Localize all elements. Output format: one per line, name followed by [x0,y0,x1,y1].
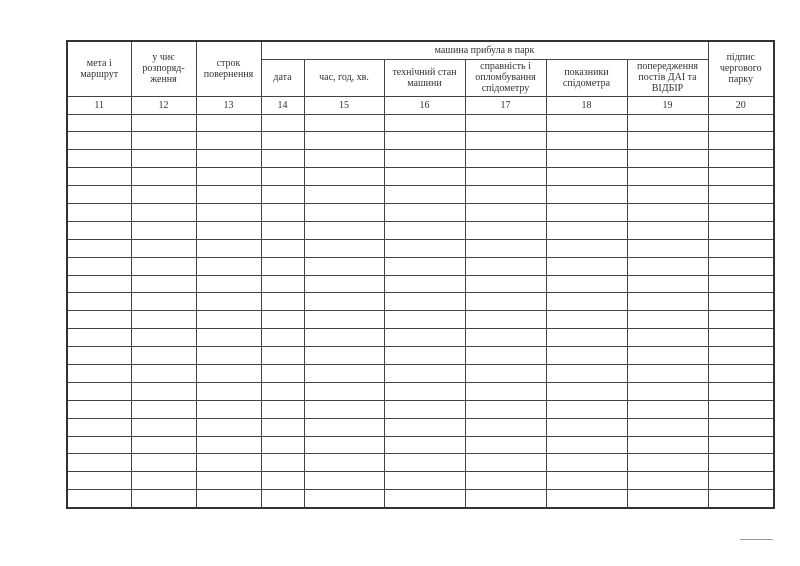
table-cell [67,400,131,418]
table-cell [196,150,261,168]
table-cell [261,436,304,454]
header-time: час, год, хв. [304,59,384,96]
table-cell [384,150,465,168]
table-cell [384,472,465,490]
table-cell [131,347,196,365]
table-cell [546,186,627,204]
table-cell [261,347,304,365]
table-cell [546,490,627,508]
table-cell [627,221,708,239]
table-cell [546,168,627,186]
header-speedometer-seal: справність і опломбування спідометру [465,59,546,96]
table-cell [708,186,774,204]
table-row [67,347,774,365]
table-cell [196,418,261,436]
table-cell [384,454,465,472]
table-cell [465,275,546,293]
table-cell [708,257,774,275]
header-return-deadline: строк повернення [196,41,261,96]
table-cell [465,418,546,436]
table-cell [465,257,546,275]
table-cell [627,472,708,490]
table-row [67,311,774,329]
table-row [67,472,774,490]
table-cell [708,347,774,365]
table-cell [304,186,384,204]
table-cell [304,472,384,490]
table-cell [546,347,627,365]
table-cell [67,203,131,221]
table-cell [627,436,708,454]
table-row [67,221,774,239]
table-cell [546,275,627,293]
table-cell [384,400,465,418]
table-row [67,114,774,132]
table-cell [131,257,196,275]
table-cell [261,150,304,168]
table-cell [304,203,384,221]
column-number: 12 [131,96,196,114]
table-cell [67,132,131,150]
table-cell [196,329,261,347]
table-cell [627,132,708,150]
table-cell [131,186,196,204]
table-cell [261,203,304,221]
column-number: 14 [261,96,304,114]
table-cell [708,114,774,132]
table-row [67,203,774,221]
table-cell [304,114,384,132]
header-date: дата [261,59,304,96]
table-cell [67,168,131,186]
column-number: 16 [384,96,465,114]
table-cell [67,490,131,508]
table-row [67,329,774,347]
table-cell [627,490,708,508]
table-cell [261,168,304,186]
table-cell [131,114,196,132]
table-cell [196,364,261,382]
table-cell [196,132,261,150]
table-cell [131,364,196,382]
table-cell [67,329,131,347]
table-cell [708,311,774,329]
table-cell [708,150,774,168]
header-technical-state: технічний стан машини [384,59,465,96]
table-cell [304,347,384,365]
column-number: 17 [465,96,546,114]
table-cell [546,114,627,132]
table-cell [304,364,384,382]
table-cell [465,186,546,204]
table-row [67,364,774,382]
table-cell [67,257,131,275]
table-row [67,132,774,150]
table-cell [131,382,196,400]
table-cell [546,436,627,454]
table-cell [627,400,708,418]
table-cell [384,382,465,400]
table-cell [384,203,465,221]
table-cell [708,132,774,150]
table-cell [131,293,196,311]
table-cell [261,293,304,311]
table-cell [261,490,304,508]
table-cell [196,114,261,132]
table-cell [465,239,546,257]
table-cell [708,203,774,221]
table-cell [627,168,708,186]
table-cell [131,221,196,239]
table-cell [627,364,708,382]
table-cell [465,150,546,168]
table-cell [304,168,384,186]
table-cell [384,490,465,508]
table-cell [708,400,774,418]
table-cell [465,168,546,186]
table-cell [196,400,261,418]
table-cell [131,150,196,168]
table-cell [67,436,131,454]
table-cell [196,186,261,204]
table-cell [67,418,131,436]
table-cell [546,329,627,347]
table-cell [546,239,627,257]
table-cell [67,186,131,204]
journal-table [66,40,775,509]
table-row [67,400,774,418]
table-row [67,418,774,436]
table-cell [708,454,774,472]
table-cell [131,400,196,418]
table-cell [67,382,131,400]
table-cell [67,347,131,365]
table-row [67,490,774,508]
table-cell [384,436,465,454]
table-cell [304,221,384,239]
table-cell [465,490,546,508]
table-row [67,275,774,293]
table-cell [465,203,546,221]
table-cell [546,364,627,382]
table-cell [465,436,546,454]
table-cell [196,490,261,508]
table-cell [465,454,546,472]
table-cell [67,293,131,311]
table-cell [304,382,384,400]
table-cell [546,311,627,329]
table-cell [67,275,131,293]
table-row [67,454,774,472]
table-cell [627,114,708,132]
table-cell [708,168,774,186]
table-cell [384,275,465,293]
table-cell [196,454,261,472]
table-cell [261,364,304,382]
table-cell [465,329,546,347]
table-cell [465,114,546,132]
table-cell [196,293,261,311]
table-cell [627,150,708,168]
column-number: 18 [546,96,627,114]
table-cell [131,454,196,472]
table-cell [627,186,708,204]
table-cell [304,436,384,454]
table-cell [261,239,304,257]
table-cell [304,490,384,508]
column-number: 11 [67,96,131,114]
table-cell [384,347,465,365]
table-cell [546,221,627,239]
table-cell [465,347,546,365]
table-cell [384,293,465,311]
table-cell [627,239,708,257]
header-duty-signature: підпис чергового парку [708,41,774,96]
table-cell [708,329,774,347]
table-cell [304,329,384,347]
table-cell [304,400,384,418]
table-row [67,382,774,400]
table-cell [304,150,384,168]
table-cell [384,364,465,382]
table-cell [546,150,627,168]
table-cell [304,293,384,311]
table-cell [261,472,304,490]
table-cell [67,221,131,239]
table-cell [261,418,304,436]
table-cell [304,257,384,275]
table-cell [708,275,774,293]
table-cell [384,168,465,186]
table-cell [131,329,196,347]
table-cell [67,114,131,132]
table-cell [384,239,465,257]
header-arrived-in-park-group: машина прибула в парк [261,41,708,59]
table-cell [708,239,774,257]
table-header [67,41,774,114]
table-cell [131,490,196,508]
table-cell [708,364,774,382]
table-cell [196,239,261,257]
table-cell [261,275,304,293]
table-cell [131,239,196,257]
table-cell [627,382,708,400]
table-cell [131,275,196,293]
table-cell [546,418,627,436]
table-row [67,239,774,257]
table-cell [67,239,131,257]
table-cell [546,454,627,472]
table-cell [196,382,261,400]
table-cell [384,132,465,150]
table-cell [465,382,546,400]
table-cell [384,114,465,132]
table-cell [131,168,196,186]
table-row [67,293,774,311]
table-cell [261,257,304,275]
header-speedometer-reading: показники спідометра [546,59,627,96]
table-cell [304,132,384,150]
footer-rule [740,539,773,540]
table-cell [196,472,261,490]
table-cell [465,400,546,418]
table-cell [131,203,196,221]
table-cell [627,454,708,472]
column-number-row [67,96,774,114]
table-cell [261,221,304,239]
table-row [67,257,774,275]
table-cell [708,221,774,239]
table-cell [261,186,304,204]
table-cell [708,472,774,490]
table-cell [384,257,465,275]
table-cell [627,293,708,311]
table-cell [67,472,131,490]
table-cell [261,454,304,472]
table-cell [261,329,304,347]
table-cell [546,382,627,400]
table-row [67,186,774,204]
table-cell [196,221,261,239]
table-cell [131,132,196,150]
table-cell [304,418,384,436]
table-cell [546,472,627,490]
table-cell [465,221,546,239]
table-row [67,436,774,454]
table-cell [196,203,261,221]
table-cell [304,275,384,293]
table-cell [627,203,708,221]
table-cell [384,329,465,347]
column-number: 19 [627,96,708,114]
header-assigned-to: у чиє розпоряд-ження [131,41,196,96]
table-row [67,150,774,168]
table-cell [708,490,774,508]
table-cell [384,221,465,239]
table-cell [546,132,627,150]
table-cell [465,472,546,490]
table-cell [131,472,196,490]
table-cell [196,347,261,365]
table-cell [261,400,304,418]
table-cell [708,418,774,436]
table-cell [627,311,708,329]
header-destination-route: мета і маршрут [67,41,131,96]
table-cell [384,186,465,204]
table-cell [384,418,465,436]
table-cell [131,418,196,436]
table-cell [465,132,546,150]
table-cell [196,275,261,293]
table-cell [196,311,261,329]
table-cell [384,311,465,329]
table-cell [304,311,384,329]
table-cell [304,239,384,257]
table-cell [465,311,546,329]
table-cell [546,293,627,311]
table-cell [196,168,261,186]
table-cell [546,257,627,275]
table-cell [261,311,304,329]
table-cell [708,382,774,400]
table-cell [131,436,196,454]
header-traffic-police-warnings: попередження постів ДАІ та ВІДБІР [627,59,708,96]
table-cell [67,311,131,329]
table-cell [196,436,261,454]
table-cell [627,257,708,275]
table-cell [546,400,627,418]
table-cell [627,418,708,436]
table-cell [627,329,708,347]
table-cell [304,454,384,472]
table-cell [131,311,196,329]
column-number: 13 [196,96,261,114]
table-cell [67,454,131,472]
table-row [67,168,774,186]
table-cell [261,114,304,132]
table-cell [67,364,131,382]
table-cell [465,364,546,382]
column-number: 15 [304,96,384,114]
column-number: 20 [708,96,774,114]
table-cell [708,293,774,311]
table-cell [627,347,708,365]
table-cell [627,275,708,293]
table-body [67,114,774,508]
table-cell [196,257,261,275]
table-cell [67,150,131,168]
table-cell [261,132,304,150]
table-cell [546,203,627,221]
table-cell [261,382,304,400]
table-cell [708,436,774,454]
table-cell [465,293,546,311]
